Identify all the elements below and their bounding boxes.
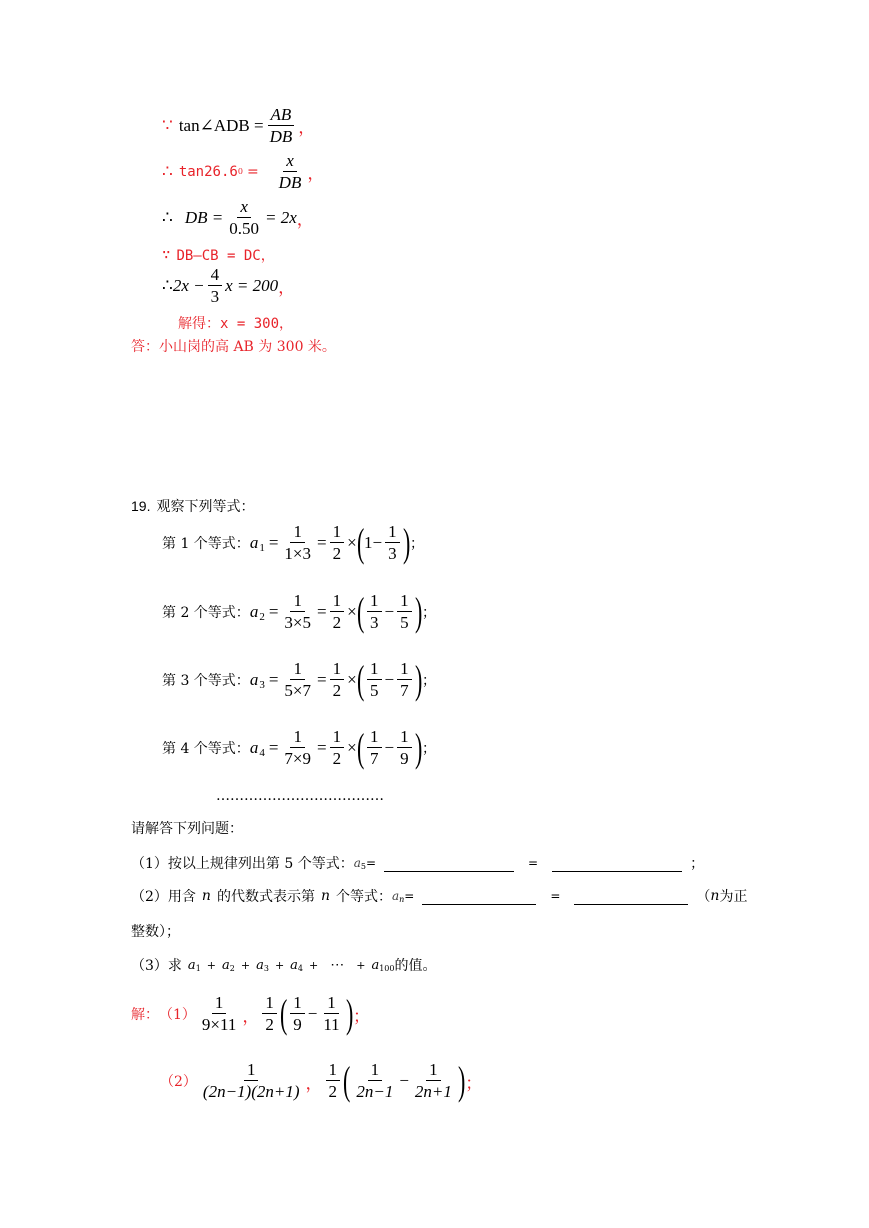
- denominator: 3: [370, 613, 379, 632]
- q3-end: 的值。: [394, 958, 437, 974]
- therefore-symbol: ∴: [162, 207, 173, 227]
- plus: +: [356, 958, 366, 972]
- numerator: 1: [290, 592, 305, 612]
- times: ×: [347, 602, 357, 621]
- paren-left: (: [356, 657, 365, 702]
- punct: ；: [421, 674, 436, 689]
- numerator: 1: [330, 523, 345, 543]
- fraction-half: [326, 1061, 341, 1101]
- numerator: 1: [397, 660, 412, 680]
- solve-result: x = 300，: [220, 316, 294, 332]
- equals: =: [528, 856, 539, 870]
- numerator: AB: [268, 106, 295, 126]
- problem-19-header: [131, 496, 254, 516]
- equation-label: 第 1 个等式：: [162, 536, 250, 552]
- times: ×: [347, 533, 357, 552]
- denominator: 5×7: [284, 681, 311, 700]
- fraction: [367, 660, 382, 700]
- equation-row: [162, 520, 424, 565]
- var-a: a: [222, 957, 230, 973]
- expr-lhs: tan26.6: [178, 163, 238, 180]
- answer-blank-2a[interactable]: [422, 888, 536, 905]
- prompt-line: [131, 818, 243, 838]
- numerator: 1: [290, 523, 305, 543]
- subscript: 100: [379, 963, 395, 973]
- fraction: [412, 1061, 455, 1101]
- solution-line-3: [162, 198, 314, 238]
- equation-label: 第 4 个等式：: [162, 741, 250, 757]
- equals: =: [365, 856, 377, 870]
- numerator: 1: [330, 728, 345, 748]
- problem-intro: 观察下列等式：: [156, 499, 255, 515]
- subscript: 2: [259, 611, 265, 623]
- fraction: [290, 994, 305, 1034]
- numerator: 4: [208, 266, 223, 286]
- solution-line-4: [162, 245, 275, 265]
- solution-line-5: [162, 266, 295, 306]
- punct: ；: [421, 742, 436, 757]
- paren-left: (: [343, 1058, 351, 1103]
- expr-lhs: 2x −: [172, 275, 205, 295]
- numerator: 1: [290, 728, 305, 748]
- plus: +: [240, 958, 251, 972]
- equation-row: [162, 657, 436, 702]
- equals: =: [268, 602, 279, 621]
- ellipsis: ⋯: [330, 957, 345, 973]
- fraction-half: [330, 592, 345, 632]
- subscript: 4: [259, 747, 265, 759]
- equals: =: [317, 738, 327, 757]
- part-tag: （1）: [159, 1007, 196, 1023]
- equals: =: [317, 533, 327, 552]
- var-a: a: [249, 738, 259, 757]
- numerator: 1: [367, 592, 382, 612]
- denominator: DB: [278, 172, 302, 192]
- therefore-symbol: ∴: [162, 275, 173, 295]
- numerator: 1: [385, 523, 400, 543]
- because-symbol: ∵: [162, 247, 171, 263]
- denominator: 2: [265, 1015, 274, 1034]
- fraction-half: [330, 660, 345, 700]
- term-one: 1: [364, 533, 373, 552]
- solution-19-part-2: [160, 1058, 483, 1103]
- numerator: 1: [244, 1061, 259, 1081]
- equation-label: 第 3 个等式：: [162, 673, 250, 689]
- paren-left: (: [356, 520, 365, 565]
- fraction: [281, 660, 314, 700]
- therefore-symbol: ∴: [162, 161, 173, 181]
- equation-row: [162, 725, 436, 770]
- answer-blank-1b[interactable]: [552, 855, 682, 872]
- dots-text: ………………………………: [216, 788, 384, 804]
- denominator: 2: [332, 544, 342, 563]
- var-a: a: [353, 856, 361, 870]
- denominator: 2n+1: [414, 1082, 452, 1101]
- answer-blank-1a[interactable]: [384, 855, 514, 872]
- numerator: 1: [368, 1061, 383, 1081]
- expr-lhs: tan∠ADB =: [178, 115, 264, 135]
- numerator: 1: [397, 728, 412, 748]
- equation-row: [162, 589, 436, 634]
- denominator: 7: [400, 681, 409, 700]
- sum-terms: [188, 957, 395, 973]
- question-1: [131, 853, 704, 873]
- fraction: [200, 1061, 303, 1101]
- denominator: 3: [388, 544, 397, 563]
- numerator: 1: [367, 728, 382, 748]
- equals: =: [246, 163, 259, 180]
- numerator: 1: [212, 994, 227, 1014]
- denominator: 9: [400, 749, 409, 768]
- equals: =: [550, 889, 561, 903]
- solution-line-2: [162, 152, 324, 192]
- denominator: 2: [332, 749, 342, 768]
- punct: ；: [353, 1006, 371, 1026]
- plus: +: [274, 958, 285, 972]
- fraction: [397, 592, 412, 632]
- var-n: n: [201, 888, 211, 904]
- numerator: 1: [330, 660, 345, 680]
- question-2: [131, 886, 747, 906]
- times: ×: [347, 670, 357, 689]
- fraction: [199, 994, 239, 1034]
- denominator: 2: [332, 613, 342, 632]
- fraction: [226, 198, 262, 238]
- denominator: 0.50: [229, 218, 259, 238]
- subscript: 3: [259, 679, 265, 691]
- q2-text2: 的代数式表示第: [216, 889, 315, 905]
- q3-text: （3）求: [131, 958, 182, 974]
- denominator: (2n−1)(2n+1): [202, 1082, 300, 1101]
- punct: ；: [465, 1073, 483, 1093]
- numerator: 1: [397, 592, 412, 612]
- fraction: [208, 266, 223, 306]
- expr-rhs: x = 200: [225, 275, 279, 295]
- numerator: 1: [290, 660, 305, 680]
- denominator: 2n−1: [356, 1082, 394, 1101]
- solution-19-part-1: [131, 991, 371, 1036]
- equals: =: [268, 738, 279, 757]
- equation-label: 第 2 个等式：: [162, 605, 250, 621]
- expr-lhs: DB =: [184, 207, 224, 227]
- problem-number: 19.: [131, 498, 151, 514]
- var-a: a: [187, 957, 196, 973]
- numerator: 1: [426, 1061, 441, 1081]
- denominator: 5: [400, 613, 409, 632]
- denominator: 2: [332, 681, 342, 700]
- var-n: n: [320, 888, 330, 904]
- prompt-text: 请解答下列问题：: [131, 821, 243, 837]
- paren-right: ): [414, 589, 422, 634]
- var-a: a: [249, 602, 259, 621]
- var-a: a: [249, 670, 259, 689]
- part-tag: （2）: [160, 1074, 197, 1090]
- subscript: n: [399, 894, 405, 904]
- fraction-half: [262, 994, 277, 1034]
- denominator: 1×3: [284, 544, 311, 563]
- var-a: a: [371, 957, 380, 973]
- fraction: [367, 592, 382, 632]
- minus: −: [384, 738, 395, 757]
- punct: ，: [278, 278, 296, 298]
- numerator: 1: [330, 592, 345, 612]
- minus: −: [307, 1004, 318, 1023]
- punct: ，: [242, 1006, 260, 1026]
- paren-right: ): [414, 725, 422, 770]
- fraction: [281, 728, 314, 768]
- denominator: 7: [370, 749, 379, 768]
- denominator: 2: [328, 1082, 338, 1101]
- because-symbol: ∵: [162, 115, 173, 135]
- var-a: a: [256, 957, 264, 973]
- denominator: 7×9: [284, 749, 311, 768]
- solve-label: 解得：: [178, 316, 220, 332]
- fraction: [320, 994, 342, 1034]
- denominator: 3×5: [284, 613, 311, 632]
- paren-right: ): [457, 1058, 466, 1103]
- paren-right: ): [345, 991, 354, 1036]
- punct: ，: [307, 164, 325, 184]
- ellipsis-dots: [216, 788, 384, 804]
- paren-left: (: [356, 589, 365, 634]
- q2-text: （2）用含: [131, 889, 196, 905]
- equals: =: [268, 533, 279, 552]
- numerator: 1: [326, 1061, 341, 1081]
- subscript: 2: [229, 963, 235, 973]
- plus: +: [309, 958, 319, 972]
- fraction: [267, 106, 296, 146]
- var-a: a: [290, 957, 298, 973]
- denominator: 3: [210, 286, 220, 306]
- fraction: [367, 728, 382, 768]
- equals: =: [404, 889, 415, 903]
- punct: ；: [409, 537, 424, 552]
- punct: ；: [690, 856, 705, 872]
- numerator: 1: [290, 994, 305, 1014]
- question-3: [131, 955, 437, 975]
- minus: −: [384, 602, 395, 621]
- fraction: [385, 523, 400, 563]
- denominator: 11: [323, 1015, 340, 1034]
- numerator: 1: [262, 994, 277, 1014]
- solution-line-6: [178, 313, 293, 333]
- denominator: DB: [269, 126, 293, 146]
- fraction-half: [330, 728, 345, 768]
- expr-text: DB—CB = DC，: [176, 248, 275, 264]
- numerator: 1: [324, 994, 339, 1014]
- fraction-half: [330, 523, 345, 563]
- answer-blank-2b[interactable]: [574, 888, 688, 905]
- question-2-continued: [131, 921, 180, 941]
- plus: +: [206, 958, 216, 972]
- punct: ；: [421, 606, 436, 621]
- subscript: 1: [195, 963, 201, 973]
- subscript: 4: [297, 963, 304, 973]
- subscript: 5: [360, 861, 366, 871]
- fraction: [276, 152, 305, 192]
- punct: ，: [305, 1073, 323, 1093]
- denominator: 5: [370, 681, 379, 700]
- minus: −: [399, 1071, 409, 1090]
- paren-right: ): [414, 657, 422, 702]
- q2-cont-text: 整数）；: [131, 924, 180, 940]
- denominator: 9×11: [201, 1015, 237, 1034]
- degree-mark: 0: [237, 167, 243, 177]
- answer-line: [131, 336, 336, 356]
- expr-rhs: = 2x: [264, 207, 297, 227]
- paren-left: (: [279, 991, 288, 1036]
- equals: =: [268, 670, 279, 689]
- equals: =: [317, 670, 327, 689]
- subscript: 3: [263, 963, 269, 973]
- times: ×: [347, 738, 357, 757]
- q2-end-text: 为正: [719, 889, 748, 905]
- fraction: [397, 660, 412, 700]
- q2-text3: 个等式：: [335, 889, 392, 905]
- paren-left: (: [356, 725, 365, 770]
- answer-text: 答：小山岗的高 AB 为 300 米。: [131, 339, 336, 355]
- fraction: [281, 592, 314, 632]
- minus: −: [372, 533, 383, 552]
- minus: −: [384, 670, 395, 689]
- solution-label: 解：: [131, 1007, 159, 1023]
- equals: =: [317, 602, 327, 621]
- numerator: x: [237, 198, 251, 218]
- punct: ，: [298, 118, 316, 138]
- fraction: [353, 1061, 396, 1101]
- var-a: a: [391, 889, 400, 903]
- denominator: 9: [293, 1015, 302, 1034]
- solution-line-1: [162, 106, 315, 146]
- q1-text: （1）按以上规律列出第 5 个等式：: [131, 856, 354, 872]
- paren-open: （: [696, 889, 711, 905]
- fraction: [281, 523, 314, 563]
- var-a: a: [249, 533, 259, 552]
- punct: ，: [296, 210, 314, 230]
- fraction: [397, 728, 412, 768]
- numerator: 1: [367, 660, 382, 680]
- numerator: x: [283, 152, 297, 172]
- var-n: n: [710, 888, 720, 904]
- subscript: 1: [259, 542, 265, 554]
- paren-right: ): [402, 520, 410, 565]
